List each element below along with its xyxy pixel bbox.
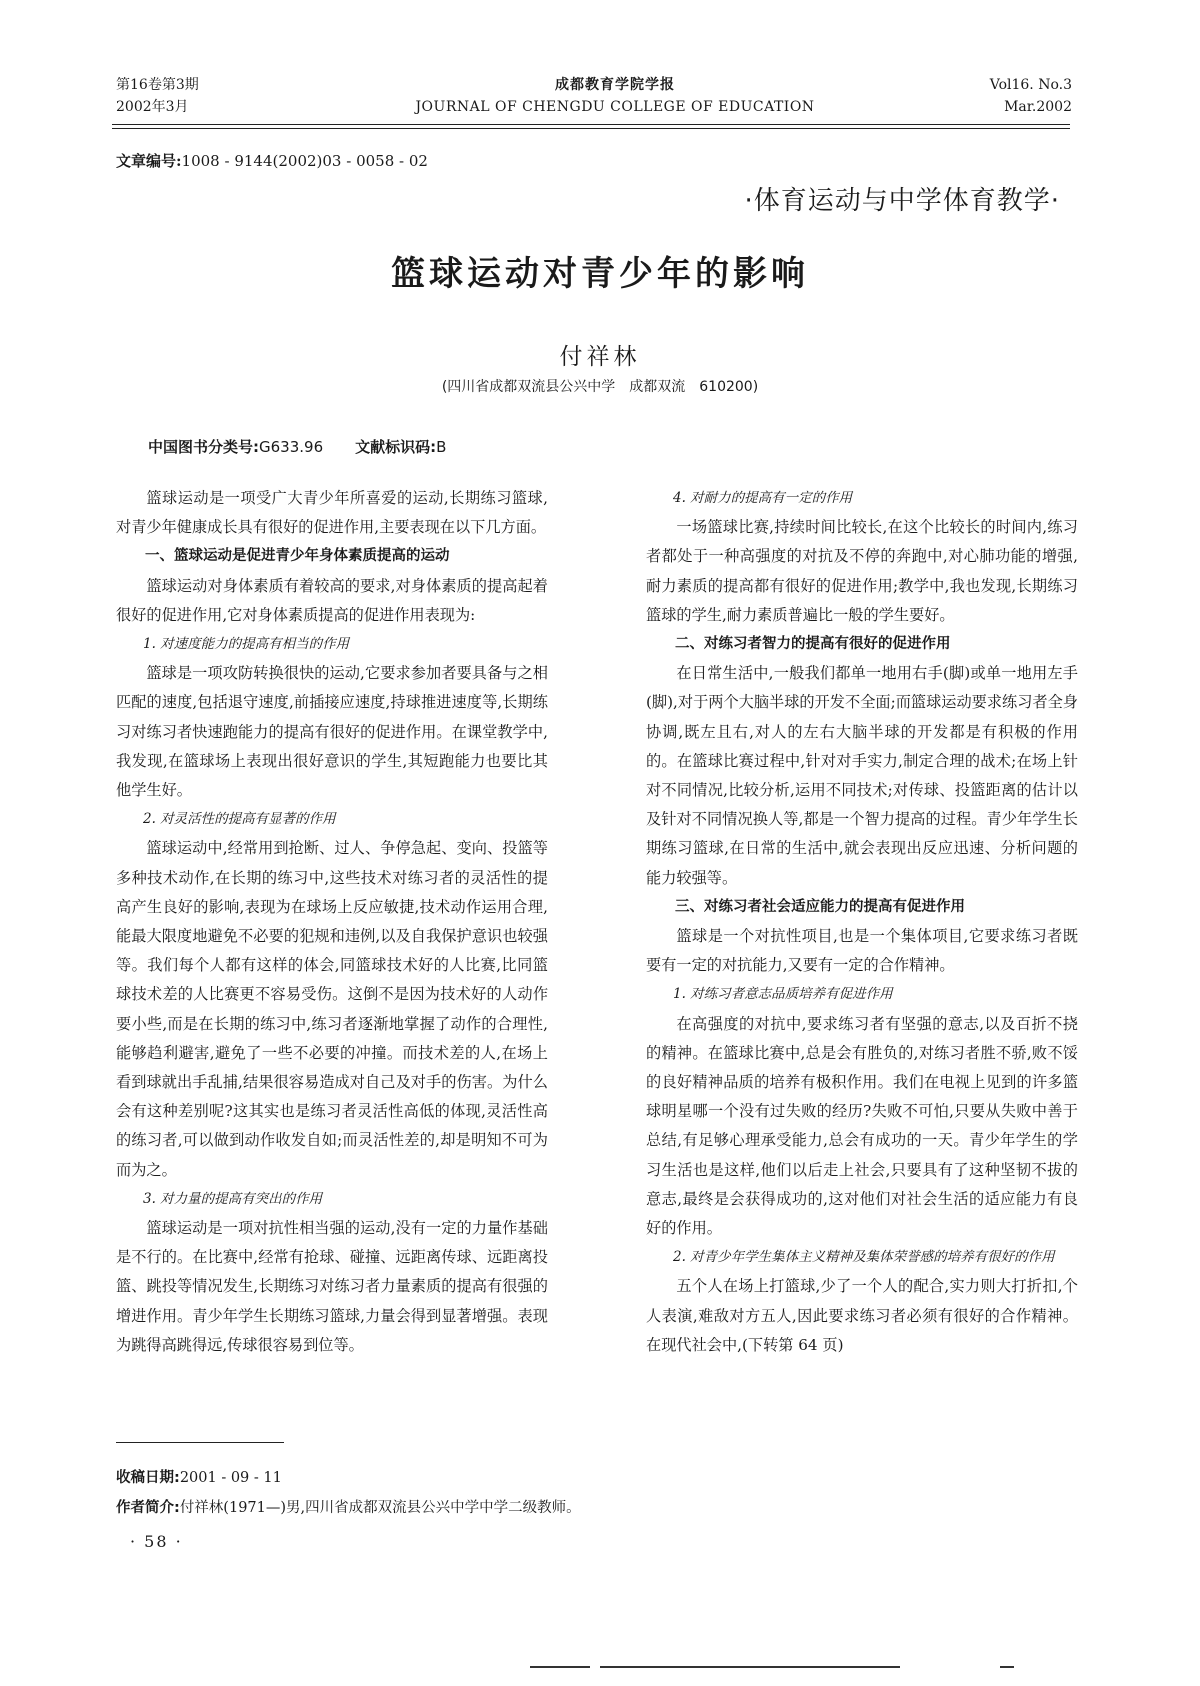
subsection-heading: 3. 对力量的提高有突出的作用: [143, 1190, 323, 1207]
author-bio: [116, 1496, 581, 1517]
paragraph: 篮球是一项攻防转换很快的运动,它要求参加者要具备与之相匹配的速度,包括退守速度,前插接应速度,持球推进速度等,长期练习对练习者快速跑能力的提高有很好的促进作用。在课堂教学中,我发现,在篮球场上表现出很好意识的学生,其短跑能力也要比其他学生好。: [116, 664, 548, 800]
paragraph: 一场篮球比赛,持续时间比较长,在这个比较长的时间内,练习者都处于一种高强度的对抗及不停的奔跑中,对心肺功能的增强,耐力素质的提高都有很好的促进作用;教学中,我也发现,长期练习篮球的学生,耐力素质普遍比一般的学生要好。: [646, 518, 1078, 624]
journal-volume-en: [990, 74, 1072, 118]
subsection-heading: 4. 对耐力的提高有一定的作用: [673, 490, 853, 506]
header-rule-top: [112, 124, 1070, 125]
author-bio-label: 作者简介:: [116, 1500, 180, 1516]
received-date: [116, 1466, 282, 1487]
subsection-heading: 1. 对速度能力的提高有相当的作用: [143, 636, 350, 653]
paragraph: 在日常生活中,一般我们都单一地用右手(脚)或单一地用左手(脚),对于两个大脑半球的开发不全面;而篮球运动要求练习者全身协调,既左且右,对人的左右大脑半球的开发都是有积极的作用的。在篮球比赛过程中,针对对手实力,制定合理的战术;在场上针对不同情况,比较分析,运用不同技术;对传球、投篮距离的估计以及针对不同情况换人等,都是一个智力提高的过程。青少年学生长期练习篮球,在日常的生活中,就会表现出反应迅速、分析问题的能力较强等。: [646, 664, 1078, 887]
paragraph: 篮球运动中,经常用到抢断、过人、争停急起、变向、投篮等多种技术动作,在长期的练习中,这些技术对练习者的灵活性的提高产生良好的影响,表现为在球场上反应敏捷,技术动作运用合理,能最大限度地避免不必要的犯规和违例,以及自我保护意识也较强等。我们每个人都有这样的体会,同篮球技术好的人比赛,比同篮球技术差的人比赛更不容易受伤。这倒不是因为技术好的人动作要小些,而是在长期的练习中,练习者逐渐地掌握了动作的合理性,能够趋利避害,避免了一些不必要的冲撞。而技术差的人,在场上看到球就出手乱捕,结果很容易造成对自己及对手的伤害。为什么会有这种差别呢?这其实也是练习者灵活性高低的体现,灵活性高的练习者,可以做到动作收发自如;而灵活性差的,却是明知不可为而为之。: [116, 839, 548, 1179]
received-label: 收稿日期:: [116, 1470, 180, 1486]
paragraph: 五个人在场上打篮球,少了一个人的配合,实力则大打折扣,个人表演,难敌对方五人,因此要求练习者必须有很好的合作精神。在现代社会中,(下转第 64 页): [646, 1277, 1078, 1354]
body-column-right: [646, 484, 1078, 1360]
volume-issue-en: Vol16. No.3: [989, 77, 1072, 93]
author-bio-value: 付祥林(1971—)男,四川省成都双流县公兴中学中学二级教师。: [179, 1500, 581, 1516]
issue-date-en: Mar.2002: [1004, 99, 1072, 115]
paragraph: 篮球运动对身体素质有着较高的要求,对身体素质的提高起着很好的促进作用,它对身体素质提高的促进作用表现为:: [116, 576, 548, 624]
journal-name-cn: 成都教育学院学报: [555, 77, 675, 93]
paragraph: 在高强度的对抗中,要求练习者有坚强的意志,以及百折不挠的精神。在篮球比赛中,总是会有胜负的,对练习者胜不骄,败不馁的良好精神品质的培养有极积作用。我们在电视上见到的许多篮球明星哪一个没有过失败的经历?失败不可怕,只要从失败中善于总结,有足够心理承受能力,总会有成功的一天。青少年学生的学习生活也是这样,他们以后走上社会,只要具有了这种坚韧不拔的意志,最终是会获得成功的,这对他们对社会生活的适应能力有良好的作用。: [646, 1014, 1078, 1238]
page-number: · 58 ·: [130, 1532, 183, 1551]
author-affiliation: (四川省成都双流县公兴中学 成都双流 610200): [441, 379, 759, 395]
paragraph: 篮球是一个对抗性项目,也是一个集体项目,它要求练习者既要有一定的对抗能力,又要有一定的合作精神。: [646, 927, 1078, 975]
body-column-left: [116, 484, 548, 1360]
doc-code-value: B: [436, 438, 447, 456]
issue-date: 2002年3月: [116, 99, 189, 115]
subsection-heading: 2. 对青少年学生集体主义精神及集体荣誉感的培养有很好的作用: [673, 1249, 1055, 1266]
received-value: 2001 - 09 - 11: [179, 1470, 282, 1486]
article-title: 篮球运动对青少年的影响: [391, 254, 809, 294]
subsection-heading: 2. 对灵活性的提高有显著的作用: [143, 811, 336, 828]
paragraph: 篮球运动是一项受广大青少年所喜爱的运动,长期练习篮球,对青少年健康成长具有很好的促进作用,主要表现在以下几方面。: [116, 489, 548, 537]
doc-code-label: 文献标识码:: [355, 438, 437, 456]
article-number: [116, 150, 428, 171]
subsection-heading: 1. 对练习者意志品质培养有促进作用: [673, 986, 893, 1003]
section-heading: 二、对练习者智力的提高有很好的促进作用: [675, 636, 951, 653]
footnote-rule: [116, 1442, 284, 1443]
column-tag: ·体育运动与中学体育教学·: [744, 186, 1060, 216]
clc-value: G633.96: [259, 438, 324, 456]
author-name: 付祥林: [559, 344, 641, 370]
clc-label: 中国图书分类号:: [148, 438, 259, 456]
article-number-value: 1008 - 9144(2002)03 - 0058 - 02: [181, 152, 428, 170]
journal-name-en: JOURNAL OF CHENGDU COLLEGE OF EDUCATION: [415, 99, 815, 115]
section-heading: 三、对练习者社会适应能力的提高有促进作用: [675, 898, 965, 915]
header-rule-bottom: [112, 128, 1070, 129]
scan-artifact: [1000, 1666, 1014, 1668]
scan-artifact: [530, 1666, 590, 1668]
article-number-label: 文章编号:: [116, 152, 182, 170]
paragraph: 篮球运动是一项对抗性相当强的运动,没有一定的力量作基础是不行的。在比赛中,经常有抢球、碰撞、远距离传球、远距离投篮、跳投等情况发生,长期练习对练习者力量素质的提高有很强的增进作用。青少年学生长期练习篮球,力量会得到显著增强。表现为跳得高跳得远,传球很容易到位等。: [116, 1219, 548, 1354]
classification-line: [148, 436, 446, 457]
scan-artifact: [600, 1666, 900, 1668]
section-heading: 一、篮球运动是促进青少年身体素质提高的运动: [145, 548, 450, 565]
volume-issue: 第16卷第3期: [116, 77, 199, 93]
